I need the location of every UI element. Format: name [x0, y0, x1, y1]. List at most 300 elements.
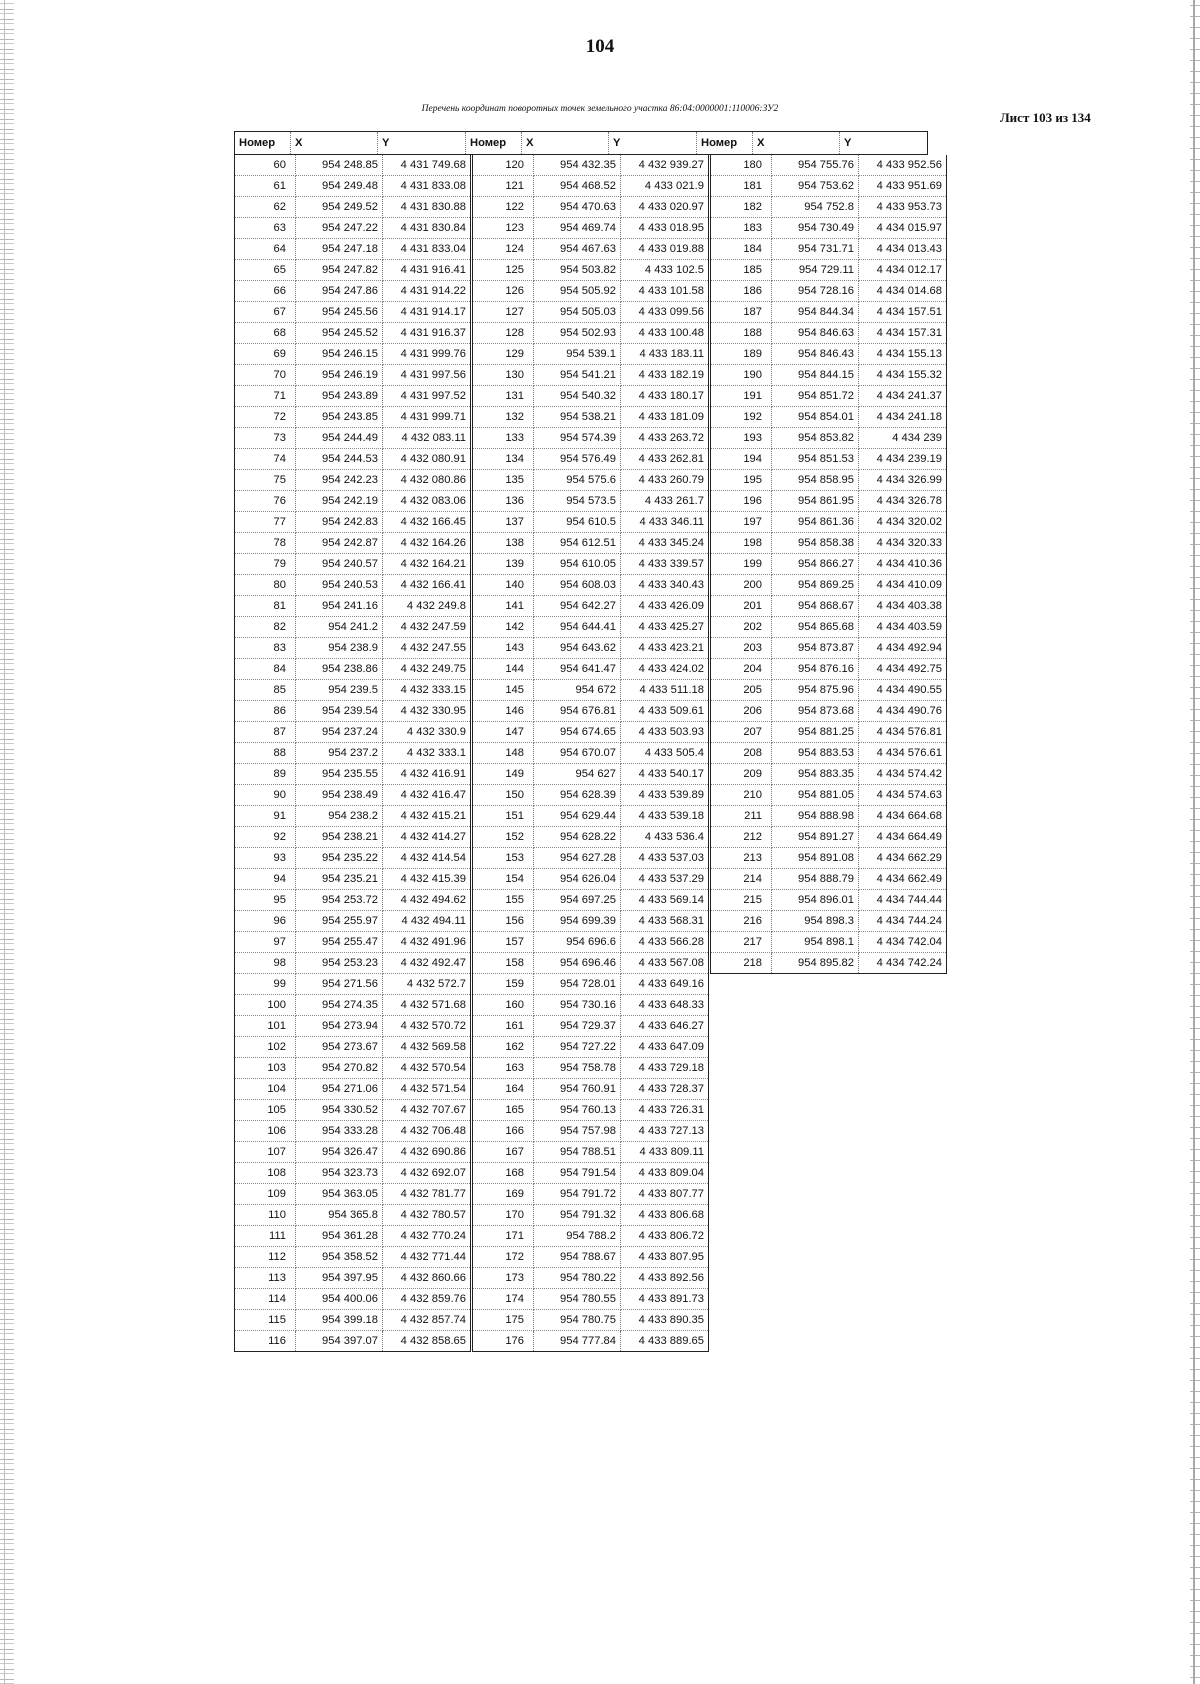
- y-coordinate: 4 434 239.19: [859, 449, 947, 470]
- x-coordinate: 954 576.49: [534, 449, 621, 470]
- x-coordinate: 954 730.16: [534, 995, 621, 1016]
- point-number: 213: [711, 848, 772, 869]
- y-coordinate: 4 433 951.69: [859, 176, 947, 197]
- point-number: 68: [235, 323, 296, 344]
- y-coordinate: 4 432 416.91: [383, 764, 471, 785]
- point-number: 104: [235, 1079, 296, 1100]
- x-coordinate: 954 235.21: [296, 869, 383, 890]
- x-coordinate: 954 888.98: [772, 806, 859, 827]
- x-coordinate: 954 238.86: [296, 659, 383, 680]
- table-row: [711, 827, 947, 848]
- x-coordinate: 954 242.87: [296, 533, 383, 554]
- point-number: 208: [711, 743, 772, 764]
- x-coordinate: 954 271.56: [296, 974, 383, 995]
- column-header-y: Y: [378, 132, 466, 155]
- point-number: 164: [473, 1079, 534, 1100]
- x-coordinate: 954 788.2: [534, 1226, 621, 1247]
- x-coordinate: 954 240.57: [296, 554, 383, 575]
- y-coordinate: 4 433 809.11: [621, 1142, 709, 1163]
- x-coordinate: 954 696.6: [534, 932, 621, 953]
- table-row: [235, 323, 471, 344]
- y-coordinate: 4 434 012.17: [859, 260, 947, 281]
- y-coordinate: 4 432 706.48: [383, 1121, 471, 1142]
- point-number: 102: [235, 1037, 296, 1058]
- y-coordinate: 4 434 326.78: [859, 491, 947, 512]
- point-number: 61: [235, 176, 296, 197]
- y-coordinate: 4 431 830.84: [383, 218, 471, 239]
- x-coordinate: 954 273.67: [296, 1037, 383, 1058]
- point-number: 154: [473, 869, 534, 890]
- y-coordinate: 4 431 833.04: [383, 239, 471, 260]
- point-number: 89: [235, 764, 296, 785]
- point-number: 204: [711, 659, 772, 680]
- y-coordinate: 4 433 100.48: [621, 323, 709, 344]
- x-coordinate: 954 676.81: [534, 701, 621, 722]
- y-coordinate: 4 434 403.38: [859, 596, 947, 617]
- point-number: 64: [235, 239, 296, 260]
- point-number: 174: [473, 1289, 534, 1310]
- y-coordinate: 4 432 939.27: [621, 155, 709, 176]
- table-row: [235, 533, 471, 554]
- point-number: 212: [711, 827, 772, 848]
- x-coordinate: 954 575.6: [534, 470, 621, 491]
- point-number: 197: [711, 512, 772, 533]
- point-number: 149: [473, 764, 534, 785]
- x-coordinate: 954 247.82: [296, 260, 383, 281]
- y-coordinate: 4 433 889.65: [621, 1331, 709, 1352]
- table-row: [235, 764, 471, 785]
- x-coordinate: 954 248.85: [296, 155, 383, 176]
- y-coordinate: 4 432 080.91: [383, 449, 471, 470]
- x-coordinate: 954 505.03: [534, 302, 621, 323]
- x-coordinate: 954 844.34: [772, 302, 859, 323]
- point-number: 96: [235, 911, 296, 932]
- point-number: 183: [711, 218, 772, 239]
- table-row: [711, 701, 947, 722]
- x-coordinate: 954 641.47: [534, 659, 621, 680]
- y-coordinate: 4 433 806.68: [621, 1205, 709, 1226]
- table-row: [473, 491, 709, 512]
- point-number: 80: [235, 575, 296, 596]
- x-coordinate: 954 238.49: [296, 785, 383, 806]
- table-row: [473, 1079, 709, 1100]
- point-number: 86: [235, 701, 296, 722]
- x-coordinate: 954 246.15: [296, 344, 383, 365]
- point-number: 153: [473, 848, 534, 869]
- point-number: 166: [473, 1121, 534, 1142]
- x-coordinate: 954 237.24: [296, 722, 383, 743]
- point-number: 187: [711, 302, 772, 323]
- point-number: 125: [473, 260, 534, 281]
- coordinates-block-3: [710, 155, 947, 974]
- y-coordinate: 4 432 707.67: [383, 1100, 471, 1121]
- x-coordinate: 954 468.52: [534, 176, 621, 197]
- point-number: 209: [711, 764, 772, 785]
- table-row: [473, 1121, 709, 1142]
- table-row: [235, 743, 471, 764]
- x-coordinate: 954 728.01: [534, 974, 621, 995]
- y-coordinate: 4 432 570.72: [383, 1016, 471, 1037]
- y-coordinate: 4 433 568.31: [621, 911, 709, 932]
- table-row: [711, 848, 947, 869]
- y-coordinate: 4 433 890.35: [621, 1310, 709, 1331]
- point-number: 173: [473, 1268, 534, 1289]
- table-row: [235, 1121, 471, 1142]
- x-coordinate: 954 241.2: [296, 617, 383, 638]
- x-coordinate: 954 245.56: [296, 302, 383, 323]
- y-coordinate: 4 432 083.11: [383, 428, 471, 449]
- point-number: 85: [235, 680, 296, 701]
- x-coordinate: 954 788.51: [534, 1142, 621, 1163]
- x-coordinate: 954 333.28: [296, 1121, 383, 1142]
- table-row: [711, 365, 947, 386]
- table-row: [235, 848, 471, 869]
- table-row: [235, 1268, 471, 1289]
- column-header-number: Номер: [466, 132, 522, 155]
- table-row: [711, 533, 947, 554]
- point-number: 73: [235, 428, 296, 449]
- y-coordinate: 4 431 916.37: [383, 323, 471, 344]
- y-coordinate: 4 432 492.47: [383, 953, 471, 974]
- y-coordinate: 4 431 914.22: [383, 281, 471, 302]
- table-row: [473, 1226, 709, 1247]
- x-coordinate: 954 846.43: [772, 344, 859, 365]
- column-header-number: Номер: [235, 132, 291, 155]
- y-coordinate: 4 434 662.29: [859, 848, 947, 869]
- y-coordinate: 4 432 330.95: [383, 701, 471, 722]
- x-coordinate: 954 644.41: [534, 617, 621, 638]
- point-number: 203: [711, 638, 772, 659]
- point-number: 95: [235, 890, 296, 911]
- point-number: 135: [473, 470, 534, 491]
- table-row: [711, 302, 947, 323]
- point-number: 91: [235, 806, 296, 827]
- point-number: 124: [473, 239, 534, 260]
- x-coordinate: 954 235.22: [296, 848, 383, 869]
- x-coordinate: 954 760.13: [534, 1100, 621, 1121]
- point-number: 161: [473, 1016, 534, 1037]
- table-row: [711, 911, 947, 932]
- table-row: [235, 575, 471, 596]
- point-number: 146: [473, 701, 534, 722]
- table-header-row: [235, 132, 928, 155]
- x-coordinate: 954 610.5: [534, 512, 621, 533]
- point-number: 100: [235, 995, 296, 1016]
- y-coordinate: 4 433 539.89: [621, 785, 709, 806]
- point-number: 165: [473, 1100, 534, 1121]
- column-header-x: X: [291, 132, 378, 155]
- table-row: [473, 1163, 709, 1184]
- y-coordinate: 4 433 537.03: [621, 848, 709, 869]
- x-coordinate: 954 881.05: [772, 785, 859, 806]
- x-coordinate: 954 868.67: [772, 596, 859, 617]
- x-coordinate: 954 467.63: [534, 239, 621, 260]
- point-number: 193: [711, 428, 772, 449]
- x-coordinate: 954 854.01: [772, 407, 859, 428]
- table-row: [473, 659, 709, 680]
- y-coordinate: 4 434 239: [859, 428, 947, 449]
- table-row: [473, 344, 709, 365]
- point-number: 77: [235, 512, 296, 533]
- point-number: 98: [235, 953, 296, 974]
- point-number: 108: [235, 1163, 296, 1184]
- x-coordinate: 954 432.35: [534, 155, 621, 176]
- table-row: [235, 1247, 471, 1268]
- x-coordinate: 954 699.39: [534, 911, 621, 932]
- point-number: 120: [473, 155, 534, 176]
- table-row: [235, 785, 471, 806]
- point-number: 175: [473, 1310, 534, 1331]
- table-row: [711, 743, 947, 764]
- coordinates-table-header: [234, 131, 928, 155]
- point-number: 218: [711, 953, 772, 974]
- y-coordinate: 4 432 858.65: [383, 1331, 471, 1352]
- x-coordinate: 954 875.96: [772, 680, 859, 701]
- x-coordinate: 954 237.2: [296, 743, 383, 764]
- point-number: 129: [473, 344, 534, 365]
- y-coordinate: 4 433 647.09: [621, 1037, 709, 1058]
- table-row: [235, 1205, 471, 1226]
- point-number: 78: [235, 533, 296, 554]
- table-row: [235, 680, 471, 701]
- y-coordinate: 4 434 492.75: [859, 659, 947, 680]
- point-number: 131: [473, 386, 534, 407]
- y-coordinate: 4 431 749.68: [383, 155, 471, 176]
- point-number: 180: [711, 155, 772, 176]
- point-number: 112: [235, 1247, 296, 1268]
- x-coordinate: 954 503.82: [534, 260, 621, 281]
- table-row: [235, 827, 471, 848]
- point-number: 93: [235, 848, 296, 869]
- x-coordinate: 954 574.39: [534, 428, 621, 449]
- table-row: [235, 953, 471, 974]
- x-coordinate: 954 729.37: [534, 1016, 621, 1037]
- y-coordinate: 4 432 494.11: [383, 911, 471, 932]
- table-row: [473, 596, 709, 617]
- point-number: 82: [235, 617, 296, 638]
- x-coordinate: 954 758.78: [534, 1058, 621, 1079]
- table-row: [711, 575, 947, 596]
- table-row: [235, 176, 471, 197]
- table-row: [235, 1163, 471, 1184]
- y-coordinate: 4 434 241.37: [859, 386, 947, 407]
- point-number: 137: [473, 512, 534, 533]
- table-row: [473, 1310, 709, 1331]
- y-coordinate: 4 433 569.14: [621, 890, 709, 911]
- table-row: [473, 512, 709, 533]
- y-coordinate: 4 434 576.61: [859, 743, 947, 764]
- table-row: [473, 1184, 709, 1205]
- point-number: 65: [235, 260, 296, 281]
- table-row: [235, 260, 471, 281]
- y-coordinate: 4 433 503.93: [621, 722, 709, 743]
- y-coordinate: 4 433 181.09: [621, 407, 709, 428]
- point-number: 207: [711, 722, 772, 743]
- x-coordinate: 954 505.92: [534, 281, 621, 302]
- table-row: [473, 302, 709, 323]
- y-coordinate: 4 434 574.42: [859, 764, 947, 785]
- x-coordinate: 954 888.79: [772, 869, 859, 890]
- y-coordinate: 4 432 571.54: [383, 1079, 471, 1100]
- x-coordinate: 954 627.28: [534, 848, 621, 869]
- y-coordinate: 4 433 102.5: [621, 260, 709, 281]
- table-row: [235, 470, 471, 491]
- x-coordinate: 954 239.54: [296, 701, 383, 722]
- x-coordinate: 954 727.22: [534, 1037, 621, 1058]
- x-coordinate: 954 242.83: [296, 512, 383, 533]
- table-row: [711, 323, 947, 344]
- x-coordinate: 954 238.21: [296, 827, 383, 848]
- point-number: 189: [711, 344, 772, 365]
- y-coordinate: 4 432 414.54: [383, 848, 471, 869]
- y-coordinate: 4 433 537.29: [621, 869, 709, 890]
- y-coordinate: 4 432 690.86: [383, 1142, 471, 1163]
- point-number: 75: [235, 470, 296, 491]
- table-row: [235, 890, 471, 911]
- point-number: 74: [235, 449, 296, 470]
- point-number: 162: [473, 1037, 534, 1058]
- table-row: [473, 785, 709, 806]
- y-coordinate: 4 434 492.94: [859, 638, 947, 659]
- table-row: [235, 1016, 471, 1037]
- point-number: 171: [473, 1226, 534, 1247]
- x-coordinate: 954 891.27: [772, 827, 859, 848]
- point-number: 144: [473, 659, 534, 680]
- point-number: 159: [473, 974, 534, 995]
- x-coordinate: 954 273.94: [296, 1016, 383, 1037]
- point-number: 140: [473, 575, 534, 596]
- x-coordinate: 954 858.95: [772, 470, 859, 491]
- point-number: 151: [473, 806, 534, 827]
- point-number: 185: [711, 260, 772, 281]
- column-header-x: X: [522, 132, 609, 155]
- y-coordinate: 4 434 013.43: [859, 239, 947, 260]
- point-number: 148: [473, 743, 534, 764]
- table-row: [473, 1289, 709, 1310]
- table-row: [235, 344, 471, 365]
- y-coordinate: 4 433 536.4: [621, 827, 709, 848]
- y-coordinate: 4 432 333.1: [383, 743, 471, 764]
- x-coordinate: 954 255.47: [296, 932, 383, 953]
- y-coordinate: 4 433 807.95: [621, 1247, 709, 1268]
- x-coordinate: 954 731.71: [772, 239, 859, 260]
- table-row: [235, 1142, 471, 1163]
- point-number: 216: [711, 911, 772, 932]
- x-coordinate: 954 866.27: [772, 554, 859, 575]
- table-row: [235, 1226, 471, 1247]
- y-coordinate: 4 433 262.81: [621, 449, 709, 470]
- x-coordinate: 954 752.8: [772, 197, 859, 218]
- y-coordinate: 4 433 426.09: [621, 596, 709, 617]
- table-row: [473, 239, 709, 260]
- x-coordinate: 954 753.62: [772, 176, 859, 197]
- x-coordinate: 954 881.25: [772, 722, 859, 743]
- table-row: [711, 617, 947, 638]
- table-row: [711, 260, 947, 281]
- table-row: [711, 512, 947, 533]
- y-coordinate: 4 433 021.9: [621, 176, 709, 197]
- y-coordinate: 4 434 744.44: [859, 890, 947, 911]
- x-coordinate: 954 253.72: [296, 890, 383, 911]
- y-coordinate: 4 434 155.13: [859, 344, 947, 365]
- y-coordinate: 4 433 646.27: [621, 1016, 709, 1037]
- x-coordinate: 954 612.51: [534, 533, 621, 554]
- x-coordinate: 954 869.25: [772, 575, 859, 596]
- point-number: 130: [473, 365, 534, 386]
- y-coordinate: 4 432 333.15: [383, 680, 471, 701]
- table-row: [711, 218, 947, 239]
- x-coordinate: 954 672: [534, 680, 621, 701]
- x-coordinate: 954 791.72: [534, 1184, 621, 1205]
- table-row: [473, 533, 709, 554]
- table-row: [473, 323, 709, 344]
- x-coordinate: 954 846.63: [772, 323, 859, 344]
- table-row: [473, 1058, 709, 1079]
- y-coordinate: 4 432 166.45: [383, 512, 471, 533]
- point-number: 206: [711, 701, 772, 722]
- point-number: 201: [711, 596, 772, 617]
- x-coordinate: 954 243.85: [296, 407, 383, 428]
- y-coordinate: 4 434 157.51: [859, 302, 947, 323]
- table-row: [711, 491, 947, 512]
- point-number: 105: [235, 1100, 296, 1121]
- x-coordinate: 954 883.35: [772, 764, 859, 785]
- table-row: [473, 974, 709, 995]
- table-row: [473, 281, 709, 302]
- table-row: [235, 302, 471, 323]
- table-row: [235, 155, 471, 176]
- point-number: 106: [235, 1121, 296, 1142]
- table-row: [235, 407, 471, 428]
- point-number: 215: [711, 890, 772, 911]
- point-number: 169: [473, 1184, 534, 1205]
- table-row: [473, 1016, 709, 1037]
- table-row: [473, 1247, 709, 1268]
- y-coordinate: 4 431 997.52: [383, 386, 471, 407]
- table-row: [711, 176, 947, 197]
- coordinates-block-2: [472, 155, 709, 1352]
- y-coordinate: 4 433 261.7: [621, 491, 709, 512]
- point-number: 62: [235, 197, 296, 218]
- x-coordinate: 954 470.63: [534, 197, 621, 218]
- point-number: 121: [473, 176, 534, 197]
- table-row: [235, 239, 471, 260]
- y-coordinate: 4 433 649.16: [621, 974, 709, 995]
- point-number: 114: [235, 1289, 296, 1310]
- sheet-label: Лист 103 из 134: [1000, 110, 1091, 125]
- x-coordinate: 954 249.52: [296, 197, 383, 218]
- x-coordinate: 954 271.06: [296, 1079, 383, 1100]
- x-coordinate: 954 541.21: [534, 365, 621, 386]
- y-coordinate: 4 434 015.97: [859, 218, 947, 239]
- point-number: 196: [711, 491, 772, 512]
- x-coordinate: 954 330.52: [296, 1100, 383, 1121]
- table-row: [473, 701, 709, 722]
- table-row: [711, 239, 947, 260]
- x-coordinate: 954 873.87: [772, 638, 859, 659]
- table-row: [235, 1079, 471, 1100]
- table-row: [711, 806, 947, 827]
- point-number: 158: [473, 953, 534, 974]
- y-coordinate: 4 433 809.04: [621, 1163, 709, 1184]
- x-coordinate: 954 240.53: [296, 575, 383, 596]
- y-coordinate: 4 432 859.76: [383, 1289, 471, 1310]
- table-row: [711, 680, 947, 701]
- y-coordinate: 4 432 080.86: [383, 470, 471, 491]
- point-number: 143: [473, 638, 534, 659]
- x-coordinate: 954 242.19: [296, 491, 383, 512]
- x-coordinate: 954 865.68: [772, 617, 859, 638]
